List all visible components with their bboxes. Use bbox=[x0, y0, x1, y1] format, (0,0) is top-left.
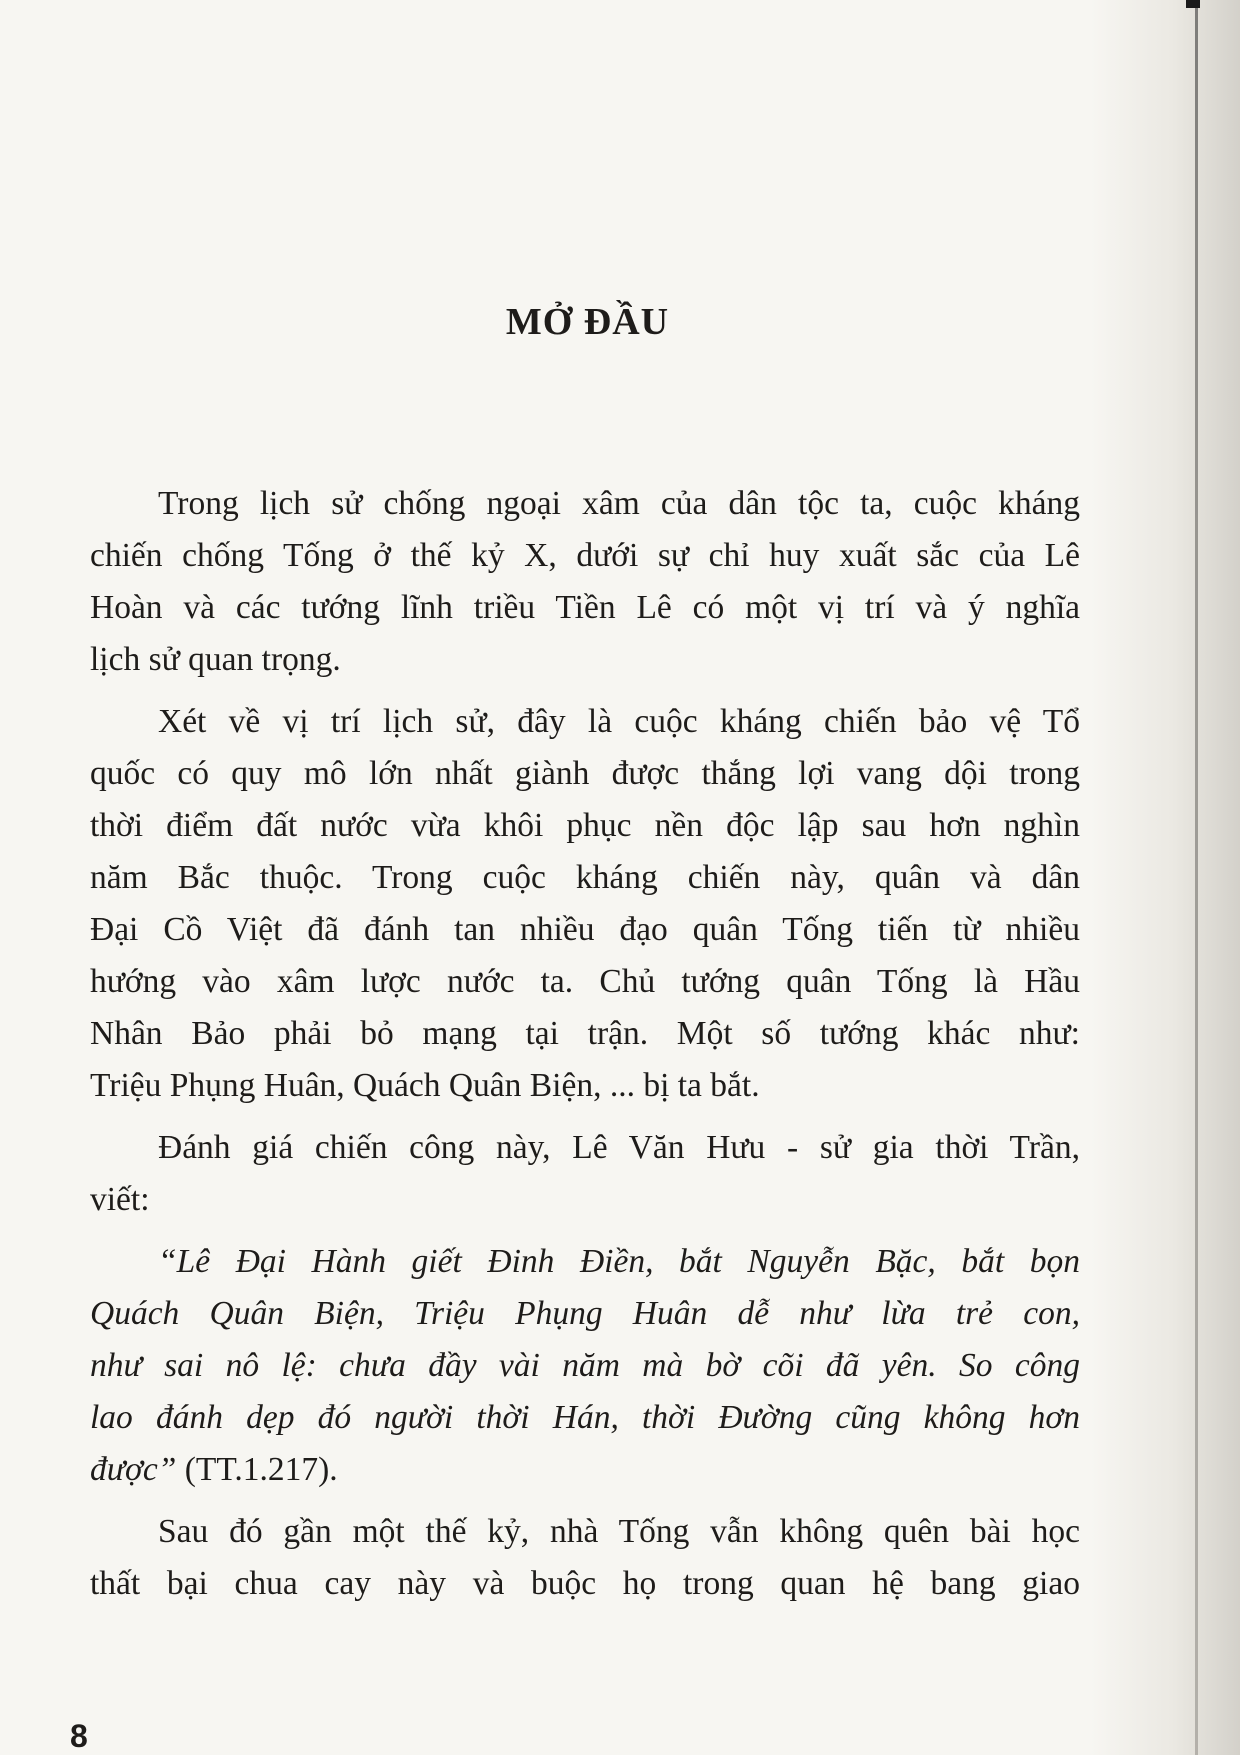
quote-line: lao đánh dẹp đó người thời Hán, thời Đường cũng không hơn bbox=[90, 1399, 1080, 1436]
text-line: Triệu Phụng Huân, Quách Quân Biện, ... bị ta bắt. bbox=[90, 1067, 760, 1104]
text-line: lịch sử quan trọng. bbox=[90, 641, 341, 678]
text-line: viết: bbox=[90, 1181, 150, 1218]
citation: (TT.1.217). bbox=[176, 1451, 338, 1488]
text-line: Hoàn và các tướng lĩnh triều Tiền Lê có một vị trí và ý nghĩa bbox=[90, 589, 1080, 626]
page-edge bbox=[1195, 0, 1198, 1755]
quote-paragraph bbox=[90, 1236, 1080, 1496]
text-line: chiến chống Tống ở thế kỷ X, dưới sự chỉ huy xuất sắc của Lê bbox=[90, 537, 1080, 574]
text-line: quốc có quy mô lớn nhất giành được thắng lợi vang dội trong bbox=[90, 755, 1080, 792]
page-title: MỞ ĐẦU bbox=[505, 301, 670, 343]
paragraph-2 bbox=[90, 696, 1080, 1112]
paragraph-5 bbox=[90, 1506, 1080, 1610]
text-line: Sau đó gần một thế kỷ, nhà Tống vẫn không quên bài học bbox=[158, 1513, 1080, 1550]
text-line: Đánh giá chiến công này, Lê Văn Hưu - sử gia thời Trần, bbox=[158, 1129, 1080, 1166]
paragraph-1 bbox=[90, 478, 1080, 686]
text-line: năm Bắc thuộc. Trong cuộc kháng chiến này, quân và dân bbox=[90, 859, 1080, 896]
text-line: thất bại chua cay này và buộc họ trong quan hệ bang giao bbox=[90, 1565, 1080, 1602]
text-line: Trong lịch sử chống ngoại xâm của dân tộc ta, cuộc kháng bbox=[158, 485, 1080, 522]
quote-end: được” bbox=[90, 1451, 177, 1488]
text-line: Xét về vị trí lịch sử, đây là cuộc kháng chiến bảo vệ Tổ bbox=[158, 703, 1080, 740]
text-line: hướng vào xâm lược nước ta. Chủ tướng quân Tống là Hầu bbox=[90, 963, 1080, 1000]
page-gutter-shadow bbox=[1090, 0, 1240, 1755]
text-line: Nhân Bảo phải bỏ mạng tại trận. Một số tướng khác như: bbox=[90, 1015, 1080, 1052]
paragraph-3 bbox=[90, 1122, 1080, 1226]
page-number: 8 bbox=[70, 1718, 88, 1754]
quote-last-line bbox=[90, 1444, 1080, 1496]
corner-mark bbox=[1186, 0, 1200, 8]
quote-line: Quách Quân Biện, Triệu Phụng Huân dễ như lừa trẻ con, bbox=[90, 1295, 1080, 1332]
text-line: thời điểm đất nước vừa khôi phục nền độc lập sau hơn nghìn bbox=[90, 807, 1080, 844]
text-line: Đại Cồ Việt đã đánh tan nhiều đạo quân Tống tiến từ nhiều bbox=[90, 911, 1080, 948]
body-text bbox=[90, 478, 1080, 1610]
quote-line: như sai nô lệ: chưa đầy vài năm mà bờ cõi đã yên. So công bbox=[90, 1347, 1080, 1384]
quote-line: “Lê Đại Hành giết Đinh Điền, bắt Nguyễn Bặc, bắt bọn bbox=[158, 1243, 1080, 1280]
